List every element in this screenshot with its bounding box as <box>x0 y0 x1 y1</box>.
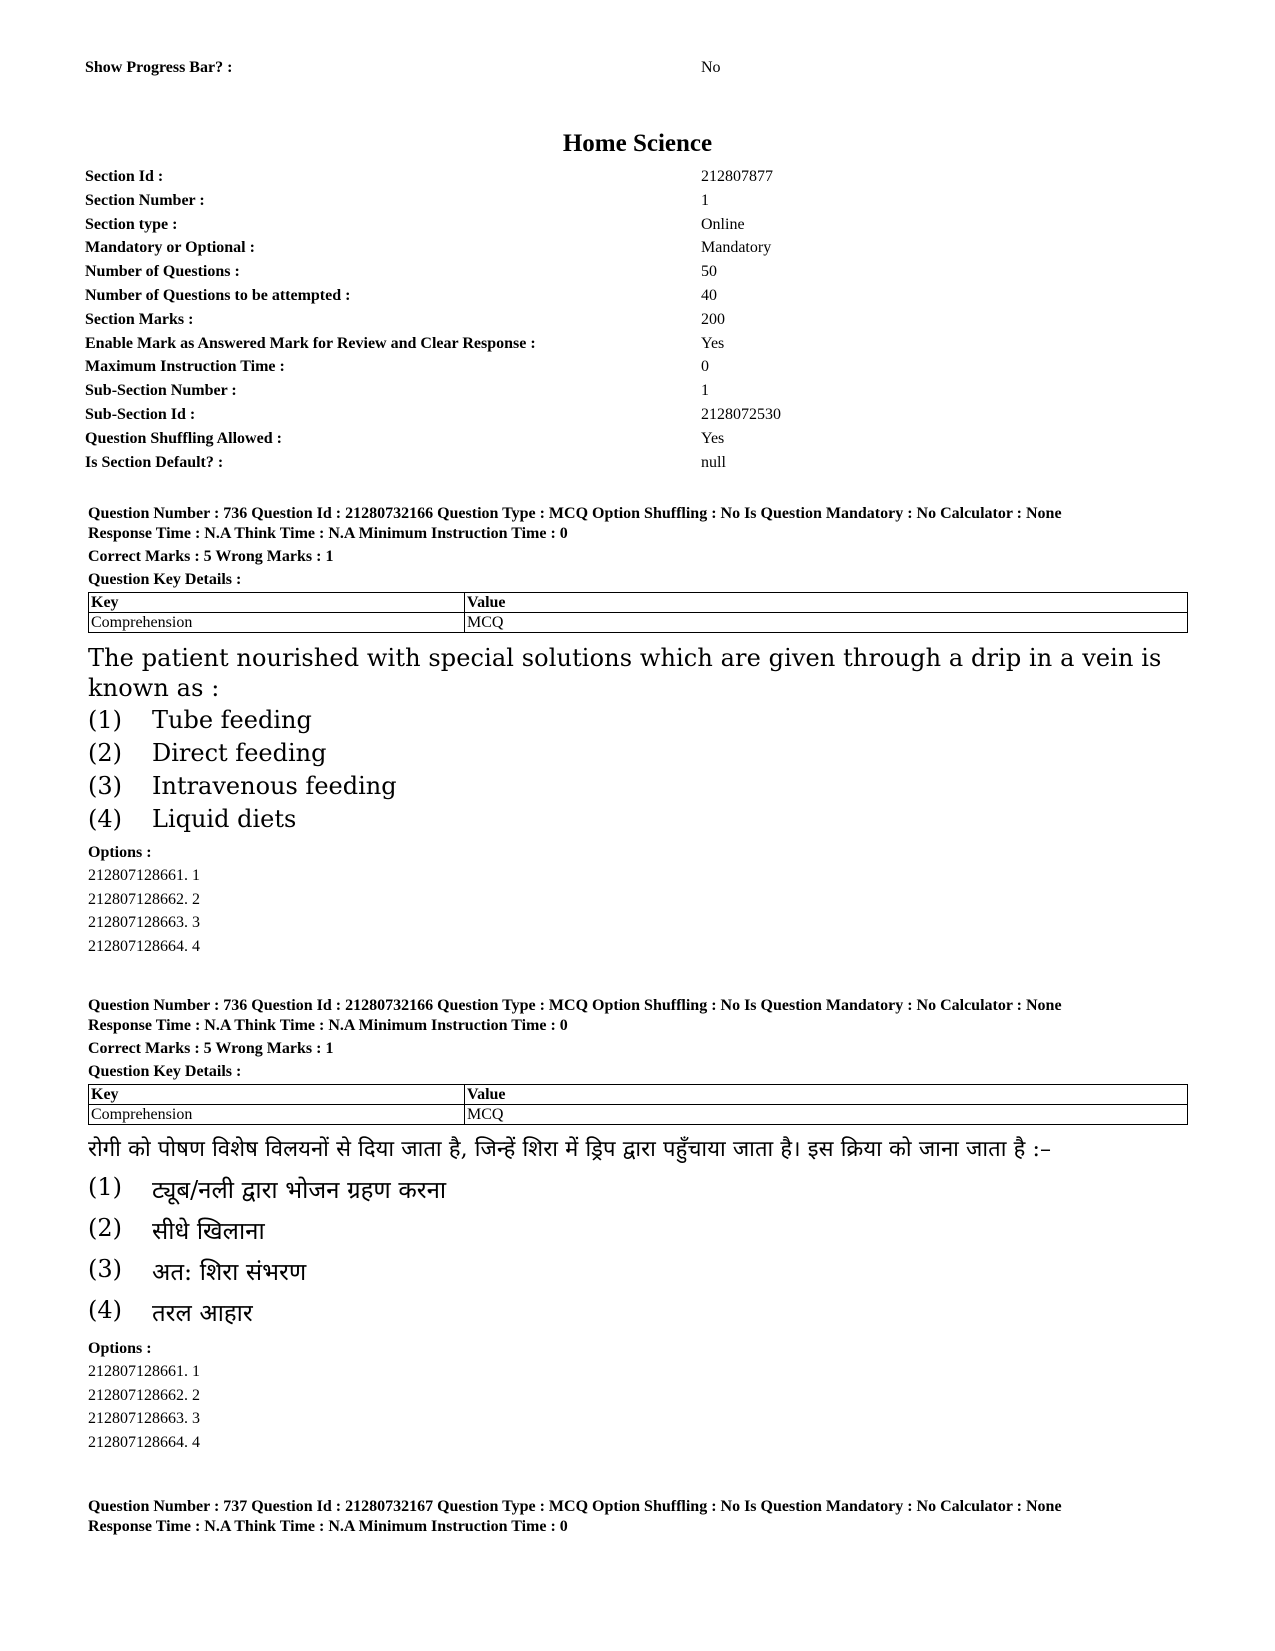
section-details <box>85 166 1195 475</box>
key-cell: Comprehension <box>89 613 465 633</box>
choice-item <box>88 706 1198 739</box>
section-detail-row <box>85 261 1195 285</box>
detail-label: Question Shuffling Allowed : <box>85 429 282 447</box>
question-text: The patient nourished with special solutions which are given through a drip in a vein is known as : <box>88 644 1162 702</box>
question-block-english <box>88 504 1198 958</box>
choice-number: (2) <box>88 1214 122 1242</box>
choice-item <box>88 739 1198 772</box>
choice-list <box>88 706 1198 838</box>
key-cell: Comprehension <box>89 1105 465 1125</box>
section-detail-row <box>85 237 1195 261</box>
detail-value: null <box>701 453 726 471</box>
section-detail-row <box>85 190 1195 214</box>
key-header: Key <box>89 593 465 613</box>
choice-number: (4) <box>88 805 122 833</box>
option-id: 212807128662. 2 <box>88 890 200 908</box>
progress-bar-label: Show Progress Bar? : <box>85 59 233 76</box>
question-meta-line: Question Number : 736 Question Id : 21280732166 Question Type : MCQ Option Shuffling : No Is Question Mandatory : No Calculator : None <box>88 997 1062 1014</box>
detail-value: 50 <box>701 263 717 281</box>
detail-value: 1 <box>701 382 709 400</box>
choice-list <box>88 1173 1198 1334</box>
question-block-next <box>88 1497 1198 1537</box>
progress-bar-value: No <box>701 59 721 76</box>
question-meta-line: Response Time : N.A Think Time : N.A Minimum Instruction Time : 0 <box>88 525 568 542</box>
section-detail-row <box>85 333 1195 357</box>
choice-text: Tube feeding <box>152 706 312 734</box>
detail-value: 40 <box>701 286 717 304</box>
option-id: 212807128663. 3 <box>88 914 200 931</box>
value-cell: MCQ <box>465 613 1188 633</box>
question-key-table <box>88 1084 1188 1125</box>
detail-label: Section type : <box>85 215 178 233</box>
key-table-header <box>89 1085 1188 1105</box>
section-detail-row <box>85 428 1195 452</box>
detail-value: Yes <box>701 429 725 447</box>
detail-label: Number of Questions to be attempted : <box>85 286 351 304</box>
question-text: रोगी को पोषण विशेष विलयनों से दिया जाता है, जिन्हें शिरा में ड्रिप द्वारा पहुँचाया जाता है। इस क्रिया को जाना जाता है :– <box>88 1137 1052 1162</box>
detail-label: Section Marks : <box>85 310 194 328</box>
value-header: Value <box>465 1085 1188 1105</box>
option-id: 212807128661. 1 <box>88 867 200 884</box>
detail-label: Number of Questions : <box>85 263 240 281</box>
question-meta-line: Question Number : 736 Question Id : 21280732166 Question Type : MCQ Option Shuffling : No Is Question Mandatory : No Calculator : None <box>88 505 1062 522</box>
question-marks: Correct Marks : 5 Wrong Marks : 1 <box>88 1040 334 1057</box>
detail-value: Yes <box>701 334 725 352</box>
detail-value: Online <box>701 215 745 233</box>
choice-number: (1) <box>88 1173 122 1201</box>
choice-text: Direct feeding <box>152 739 327 767</box>
detail-value: 0 <box>701 358 709 376</box>
detail-label: Section Id : <box>85 168 164 185</box>
choice-text: तरल आहार <box>152 1299 253 1327</box>
detail-label: Sub-Section Number : <box>85 382 237 400</box>
key-table-row <box>89 613 1188 633</box>
choice-item <box>88 1296 1198 1334</box>
detail-label: Section Number : <box>85 191 205 209</box>
choice-item <box>88 772 1198 805</box>
question-marks: Correct Marks : 5 Wrong Marks : 1 <box>88 548 334 565</box>
detail-value: 200 <box>701 310 725 328</box>
question-key-details-label: Question Key Details : <box>88 571 242 588</box>
option-id: 212807128663. 3 <box>88 1410 200 1427</box>
value-header: Value <box>465 593 1188 613</box>
detail-value: 2128072530 <box>701 405 781 423</box>
option-id: 212807128664. 4 <box>88 937 200 955</box>
question-meta-line: Response Time : N.A Think Time : N.A Minimum Instruction Time : 0 <box>88 1017 568 1034</box>
options-label: Options : <box>88 1340 152 1357</box>
question-block-hindi <box>88 996 1198 1454</box>
question-meta-line: Response Time : N.A Think Time : N.A Minimum Instruction Time : 0 <box>88 1518 568 1535</box>
option-id: 212807128661. 1 <box>88 1363 200 1380</box>
detail-label: Sub-Section Id : <box>85 405 196 423</box>
detail-label: Maximum Instruction Time : <box>85 358 285 376</box>
section-detail-row <box>85 309 1195 333</box>
choice-text: सीधे खिलाना <box>152 1217 265 1245</box>
section-detail-row <box>85 452 1195 476</box>
section-detail-row <box>85 356 1195 380</box>
detail-value: Mandatory <box>701 239 772 257</box>
key-table-row <box>89 1105 1188 1125</box>
choice-item <box>88 1214 1198 1255</box>
choice-number: (4) <box>88 1296 122 1324</box>
choice-item <box>88 1173 1198 1214</box>
choice-text: ट्यूब/नली द्वारा भोजन ग्रहण करना <box>152 1176 447 1204</box>
key-header: Key <box>89 1085 465 1105</box>
detail-value: 212807877 <box>701 168 773 185</box>
section-detail-row <box>85 404 1195 428</box>
choice-item <box>88 1255 1198 1296</box>
section-detail-row <box>85 380 1195 404</box>
options-label: Options : <box>88 844 152 861</box>
choice-number: (2) <box>88 739 122 767</box>
choice-text: अत: शिरा संभरण <box>152 1258 307 1286</box>
detail-label: Enable Mark as Answered Mark for Review and Clear Response : <box>85 334 536 352</box>
choice-number: (3) <box>88 772 122 800</box>
section-detail-row <box>85 214 1195 238</box>
option-id: 212807128664. 4 <box>88 1433 200 1451</box>
section-title: Home Science <box>562 130 713 157</box>
section-detail-row <box>85 166 1195 190</box>
key-table-header <box>89 593 1188 613</box>
choice-item <box>88 805 1198 838</box>
value-cell: MCQ <box>465 1105 1188 1125</box>
detail-label: Is Section Default? : <box>85 453 224 471</box>
detail-label: Mandatory or Optional : <box>85 239 255 257</box>
choice-text: Liquid diets <box>152 805 297 833</box>
question-key-details-label: Question Key Details : <box>88 1063 242 1080</box>
progress-bar-setting <box>85 58 1195 80</box>
question-meta-line: Question Number : 737 Question Id : 21280732167 Question Type : MCQ Option Shuffling : No Is Question Mandatory : No Calculator : None <box>88 1498 1062 1515</box>
choice-number: (3) <box>88 1255 122 1283</box>
option-id: 212807128662. 2 <box>88 1386 200 1404</box>
choice-number: (1) <box>88 706 122 734</box>
detail-value: 1 <box>701 191 709 209</box>
question-key-table <box>88 592 1188 633</box>
section-detail-row <box>85 285 1195 309</box>
choice-text: Intravenous feeding <box>152 772 397 800</box>
